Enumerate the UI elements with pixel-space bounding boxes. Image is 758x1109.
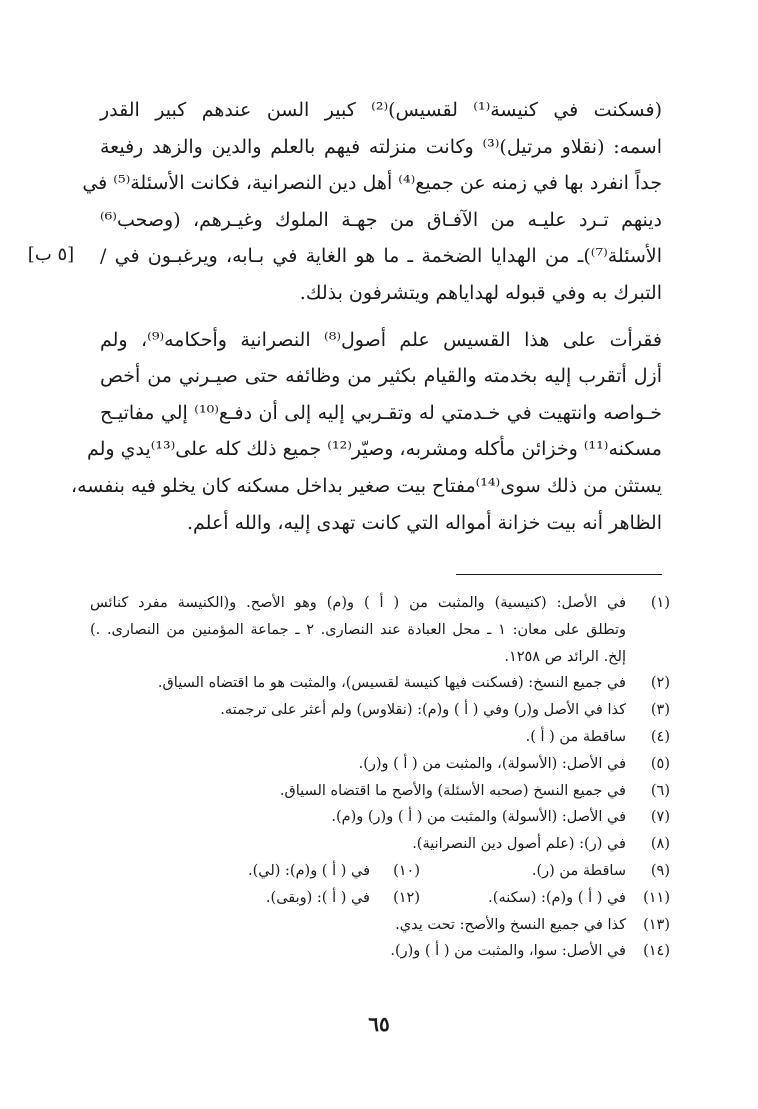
text-line: اسمه: (نقلاو مرتيل)⁽³⁾ وكانت منزلته فيهم بالعلم والدين والزهد رفيعة [100,135,662,158]
text-line: الظاهر أنه بيت خزانة أمواله التي كانت تهدى إليه، والله أعلم. [186,511,662,534]
footnote-5 [90,751,670,778]
footnote-pair-9-10 [90,858,670,885]
footnote-number: (٢) [650,675,670,692]
footnote-number: (١) [650,595,670,611]
footnote-separator [456,574,662,575]
footnote-number: (٤) [650,728,670,745]
footnote-text: إلخ. الرائد ص ١٢٥٨. [504,648,626,665]
text-line: الأسئلة⁽⁷⁾)ـ من الهدايا الضخمة ـ ما هو الغاية في بـابه، ويرغبـون في / [100,245,662,268]
footnote-number: (١٢) [393,889,420,906]
page-number: ٦٥ [368,1012,390,1036]
footnote-text: في ( أ ): (وبقى). [265,889,370,906]
footnote-text: وتطلق على معان: ١ ـ محل العبادة عند النصارى. ٢ ـ جماعة المؤمنين من النصارى. .) [90,621,627,638]
footnote-8 [90,831,670,858]
text-line: خـواصه وانتهيت في خـدمتي له وتقـربي إليه إلى أن دفـع⁽¹⁰⁾ إلي مفاتيـح [100,401,662,424]
footnote-4 [90,724,670,751]
footnote-number: (٨) [650,836,670,853]
footnote-text: في الأصل: (كنيسية) والمثبت من ( أ ) و(م) وهو الأصح. و(الكنيسة مفرد كنائس [90,595,626,611]
footnote-text: في ( أ ) و(م): (سكنه). [488,889,626,906]
footnote-number: (٧) [650,809,670,826]
text-line: دينهم تـرد عليـه من الآفـاق من جهـة الملوك وغيـرهم، (وصحب⁽⁶⁾ [100,208,662,231]
footnote-6 [90,778,670,805]
footnotes [90,590,670,965]
text-line: التبرك به وفي قبوله لهداياهم ويتشرفون بذلك. [299,281,662,304]
footnote-text: ساقطة من (ر). [531,862,626,879]
footnote-7 [90,804,670,831]
footnote-text: في (ر): (علم أصول دين النصرانية). [412,836,626,853]
paragraph-2 [70,322,662,542]
text-line: أزل أتقرب إليه بخدمته والقيام بكثير من وظائفه حتى صيـرني من أخص [100,365,662,388]
text-line: فقرأت على هذا القسيس علم أصول⁽⁸⁾ النصرانية وأحكامه⁽⁹⁾، ولم [100,328,662,351]
text-line: يستثن من ذلك سوى⁽¹⁴⁾مفتاح بيت صغير بداخل مسكنه كان يخلو فيه بنفسه، [70,474,662,497]
footnote-number: (١٤) [643,943,670,960]
manuscript-folio-marker: [٥ ب] [27,244,75,265]
footnote-text: في الأصل: (الأسولة) والمثبت من ( أ ) و(ر) و(م). [331,809,626,826]
footnote-3 [90,697,670,724]
footnote-number: (٥) [650,755,670,772]
footnote-number: (١٠) [393,862,420,879]
footnote-13 [90,912,670,939]
footnote-pair-11-12 [90,885,670,912]
footnote-text: في الأصل: (الأسولة)، والمثبت من ( أ ) و(ر). [358,755,626,772]
paragraph-1 [82,92,663,312]
footnote-number: (٩) [650,862,670,879]
footnote-number: (١١) [643,889,670,906]
footnote-text: في ( أ ) و(م): (لي). [247,862,370,879]
footnote-14 [90,938,670,965]
footnote-text: في الأصل: سوا، والمثبت من ( أ ) و(ر). [390,943,626,960]
footnote-text: في جميع النسخ (صحبه الأسئلة) والأصح ما اقتضاه السياق. [279,782,626,799]
footnote-number: (٣) [650,702,670,719]
footnote-1 [90,590,670,617]
text-line: مسكنه⁽¹¹⁾ وخزائن مأكله ومشربه، وصيّر⁽¹²⁾ جميع ذلك كله على⁽¹³⁾يدي ولم [86,438,662,461]
footnote-number: (٦) [650,782,670,799]
footnote-text: في جميع النسخ: (فسكنت فيها كنيسة لقسيس)، والمثبت هو ما اقتضاه السياق. [157,675,626,692]
footnote-text: كذا في جميع النسخ والأصح: تحت يدي. [395,916,626,933]
text-line: (فسكنت في كنيسة⁽¹⁾ لقسيس)⁽²⁾ كبير السن عندهم كبير القدر [100,99,663,121]
footnote-number: (١٣) [643,916,670,933]
footnote-2 [90,670,670,697]
footnote-text: ساقطة من ( أ ). [525,728,626,745]
text-line: جداً انفرد بها في زمنه عن جميع⁽⁴⁾ أهل دين النصرانية، فكانت الأسئلة⁽⁵⁾ في [82,172,662,195]
footnote-text: كذا في الأصل و(ر) وفي ( أ ) و(م): (نقلاوس) ولم أعثر على ترجمته. [220,702,626,719]
main-text [70,92,663,541]
